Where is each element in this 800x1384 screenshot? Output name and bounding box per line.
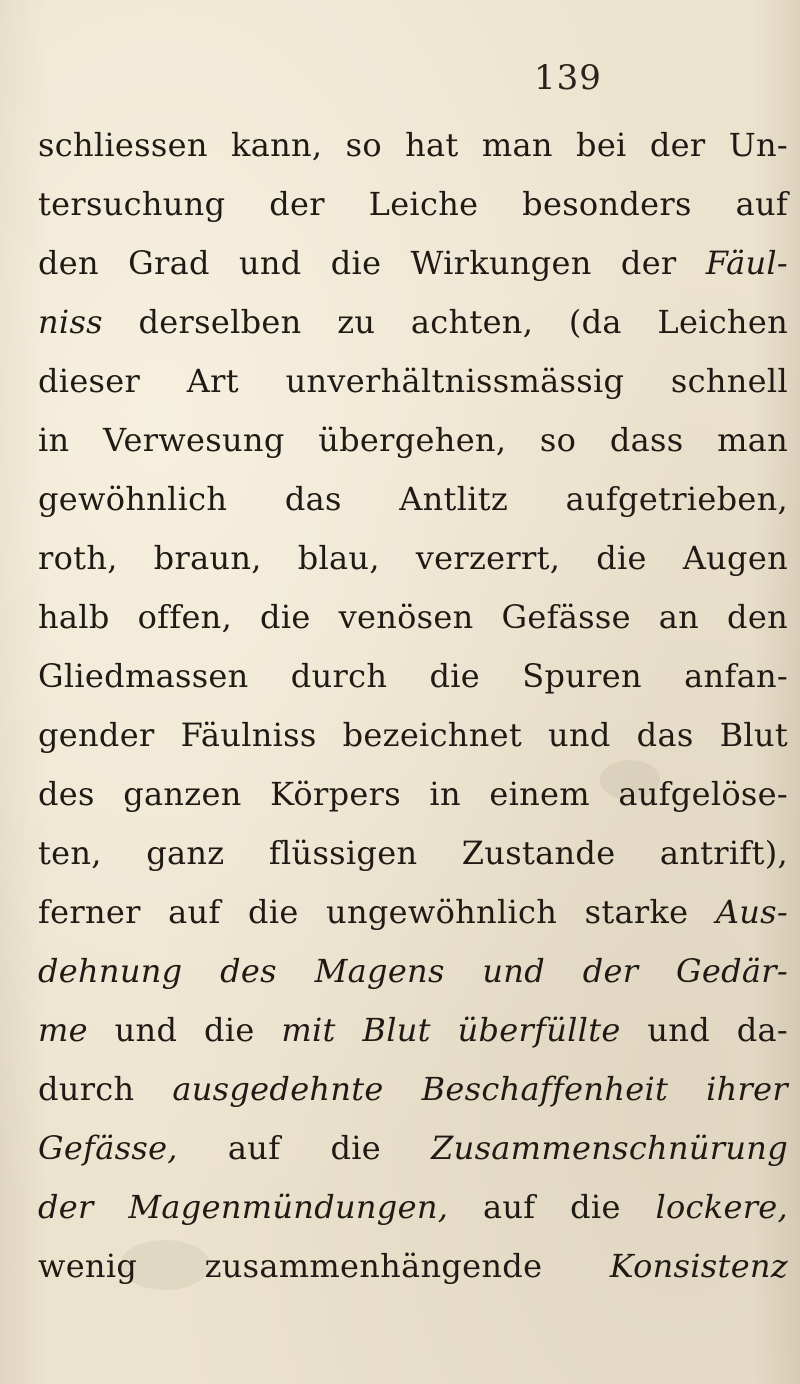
page-number: 139 bbox=[534, 58, 602, 98]
italic-text-segment: dehnung des Magens und der Gedär- bbox=[38, 952, 788, 990]
text-line bbox=[38, 942, 788, 1001]
text-segment: und die bbox=[87, 1011, 282, 1049]
italic-text-segment: der Magenmündungen, bbox=[38, 1188, 449, 1226]
text-segment: dieser Art unverhältnissmässig schnell bbox=[38, 362, 788, 400]
text-line bbox=[38, 883, 788, 942]
text-segment: auf die bbox=[177, 1129, 432, 1167]
text-segment: gewöhnlich das Antlitz aufgetrieben, bbox=[38, 480, 788, 518]
text-segment: Gliedmassen durch die Spuren anfan- bbox=[38, 657, 788, 695]
body-text bbox=[38, 116, 788, 1296]
text-segment: derselben zu achten, (da Leichen bbox=[102, 303, 788, 341]
text-segment: schliessen kann, so hat man bei der Un- bbox=[38, 126, 788, 164]
text-segment: durch bbox=[38, 1070, 173, 1108]
italic-text-segment: mit Blut überfüllte bbox=[281, 1011, 621, 1049]
text-line bbox=[38, 1178, 788, 1237]
text-line bbox=[38, 352, 788, 411]
text-line bbox=[38, 529, 788, 588]
italic-text-segment: me bbox=[38, 1011, 88, 1049]
italic-text-segment: Fäul- bbox=[705, 244, 788, 282]
text-segment: roth, braun, blau, verzerrt, die Augen bbox=[38, 539, 788, 577]
text-segment: gender Fäulniss bezeichnet und das Blut bbox=[38, 716, 788, 754]
text-segment: halb offen, die venösen Gefässe an den bbox=[38, 598, 788, 636]
text-line bbox=[38, 411, 788, 470]
italic-text-segment: Zusammenschnürung bbox=[431, 1129, 788, 1167]
text-line bbox=[38, 116, 788, 175]
text-segment: ferner auf die ungewöhnlich starke bbox=[38, 893, 716, 931]
text-line bbox=[38, 1060, 788, 1119]
text-line bbox=[38, 293, 788, 352]
text-line bbox=[38, 1237, 788, 1296]
text-line bbox=[38, 824, 788, 883]
text-line bbox=[38, 234, 788, 293]
text-segment: des ganzen Körpers in einem aufgelöse- bbox=[38, 775, 788, 813]
text-segment: wenig zusammenhängende bbox=[38, 1247, 610, 1285]
text-line bbox=[38, 470, 788, 529]
text-line bbox=[38, 1001, 788, 1060]
text-segment: tersuchung der Leiche besonders auf bbox=[38, 185, 788, 223]
text-line bbox=[38, 1119, 788, 1178]
italic-text-segment: ausgedehnte Beschaffenheit ihrer bbox=[172, 1070, 788, 1108]
text-segment: den Grad und die Wirkungen der bbox=[38, 244, 706, 282]
italic-text-segment: lockere, bbox=[655, 1188, 789, 1226]
text-line bbox=[38, 588, 788, 647]
text-line bbox=[38, 175, 788, 234]
text-segment: und da- bbox=[620, 1011, 789, 1049]
text-segment: ten, ganz flüssigen Zustande antrift), bbox=[38, 834, 788, 872]
text-segment: auf die bbox=[448, 1188, 656, 1226]
italic-text-segment: Aus- bbox=[715, 893, 788, 931]
text-line bbox=[38, 706, 788, 765]
text-line bbox=[38, 647, 788, 706]
italic-text-segment: Konsistenz bbox=[609, 1247, 788, 1285]
italic-text-segment: Gefässe, bbox=[38, 1129, 178, 1167]
text-segment: in Verwesung übergehen, so dass man bbox=[38, 421, 788, 459]
text-line bbox=[38, 765, 788, 824]
italic-text-segment: niss bbox=[38, 303, 103, 341]
